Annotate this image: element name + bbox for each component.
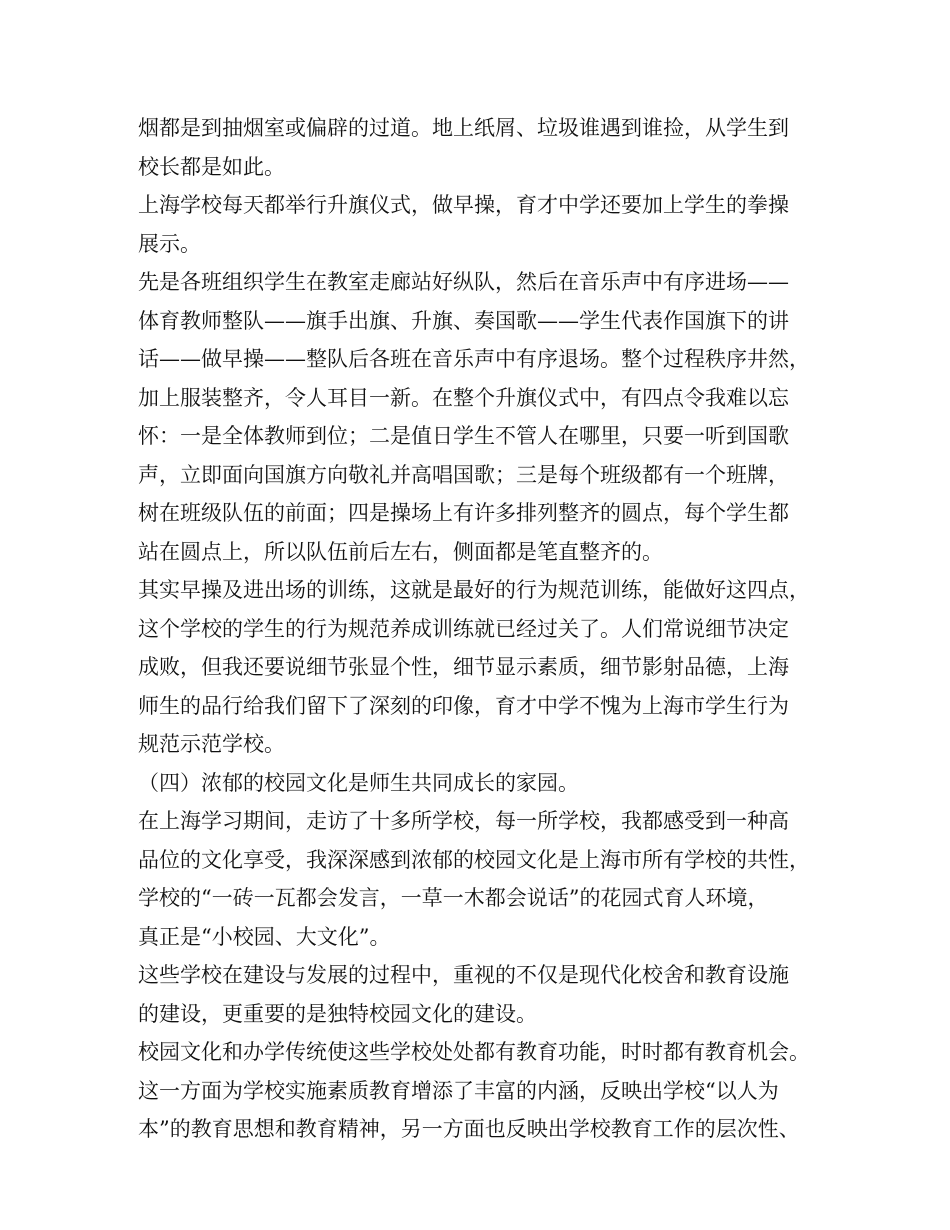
text-line: 先是各班组织学生在教室走廊站好纵队，然后在音乐声中有序进场—— [138,270,789,294]
section-heading: （四）浓郁的校园文化是师生共同成长的家园。 [138,770,579,795]
text-line: 这些学校在建设与发展的过程中，重视的不仅是现代化校舍和教育设施 [138,963,789,987]
text-line: 话——做早操——整队后各班在音乐声中有序退场。整个过程秩序井然， [138,347,810,371]
text-line: 品位的文化享受，我深深感到浓郁的校园文化是上海市所有学校的共性， [138,847,810,872]
text-line: 体育教师整队——旗手出旗、升旗、奏国歌——学生代表作国旗下的讲 [138,308,789,333]
text-line: 这个学校的学生的行为规范养成训练就已经过关了。人们常说细节决定 [138,616,789,641]
text-line: 怀：一是全体教师到位；二是值日学生不管人在哪里，只要一听到国歌 [138,424,789,448]
text-line: 其实早操及进出场的训练，这就是最好的行为规范训练，能做好这四点， [138,578,810,602]
text-line: 校园文化和办学传统使这些学校处处都有教育功能，时时都有教育机会。 [138,1040,810,1064]
text-line: 学校的“一砖一瓦都会发言，一草一木都会说话”的花园式育人环境， [138,886,769,910]
text-line: 的建设，更重要的是独特校园文化的建设。 [138,1001,537,1026]
text-line: 展示。 [138,231,201,256]
text-line: 规范示范学校。 [138,732,285,756]
text-line: 这一方面为学校实施素质教育增添了丰富的内涵，反映出学校“以人为 [138,1078,779,1103]
text-line: 真正是“小校园、大文化”。 [138,924,391,949]
text-line: 师生的品行给我们留下了深刻的印像，育才中学不愧为上海市学生行为 [138,693,789,718]
text-line: 站在圆点上，所以队伍前后左右，侧面都是笔直整齐的。 [138,539,663,564]
text-line: 树在班级队伍的前面；四是操场上有许多排列整齐的圆点，每个学生都 [138,501,789,525]
text-line: 成败，但我还要说细节张显个性，细节显示素质，细节影射品德，上海 [138,655,789,679]
text-line: 上海学校每天都举行升旗仪式，做早操，育才中学还要加上学生的拳操 [138,193,789,217]
text-line: 本”的教育思想和教育精神，另一方面也反映出学校教育工作的层次性、 [138,1117,800,1141]
body-text [138,109,828,1149]
text-line: 校长都是如此。 [138,154,285,179]
text-line: 声，立即面向国旗方向敬礼并高唱国歌；三是每个班级都有一个班牌， [138,462,789,487]
text-line: 烟都是到抽烟室或偏辟的过道。地上纸屑、垃圾谁遇到谁捡，从学生到 [138,116,789,140]
text-line: 加上服装整齐，令人耳目一新。在整个升旗仪式中，有四点令我难以忘 [138,385,789,410]
text-line: 在上海学习期间，走访了十多所学校，每一所学校，我都感受到一种高 [138,809,789,833]
